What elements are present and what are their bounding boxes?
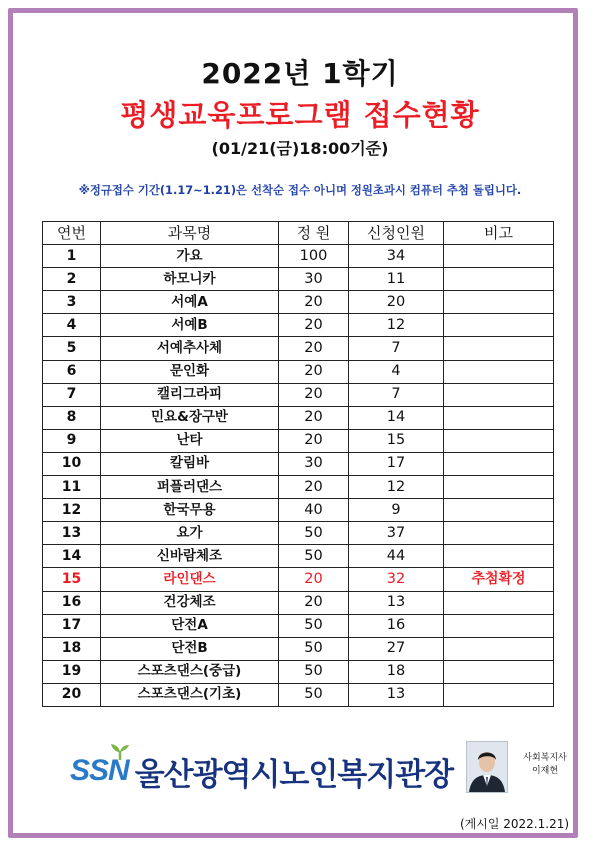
row-course: 건강체조 (101, 591, 279, 614)
row-no: 6 (43, 360, 101, 383)
row-applied: 7 (349, 383, 444, 406)
reference-date: (01/21(금)18:00기준) (211, 139, 389, 158)
row-applied: 20 (349, 291, 444, 314)
row-note (444, 245, 554, 268)
row-capacity: 20 (279, 429, 349, 452)
row-capacity: 20 (279, 314, 349, 337)
table-row (43, 406, 554, 429)
row-course: 칼림바 (101, 452, 279, 475)
row-course: 가요 (101, 245, 279, 268)
table-row (43, 245, 554, 268)
row-capacity: 20 (279, 406, 349, 429)
row-no: 20 (43, 683, 101, 706)
table-row (43, 545, 554, 568)
row-no: 5 (43, 337, 101, 360)
row-applied: 16 (349, 614, 444, 637)
signer-name: 이재현 (531, 766, 559, 776)
row-note (444, 476, 554, 499)
row-capacity: 20 (279, 337, 349, 360)
row-note (444, 499, 554, 522)
program-title: 평생교육프로그램 접수현황 (120, 98, 480, 132)
row-note (444, 291, 554, 314)
header-capacity: 정 원 (279, 222, 349, 245)
registration-table (42, 221, 554, 707)
row-applied: 34 (349, 245, 444, 268)
row-capacity: 20 (279, 360, 349, 383)
row-capacity: 50 (279, 683, 349, 706)
row-applied: 18 (349, 660, 444, 683)
row-note (444, 545, 554, 568)
row-capacity: 20 (279, 383, 349, 406)
row-applied: 4 (349, 360, 444, 383)
person-photo-icon (466, 741, 508, 793)
row-capacity: 100 (279, 245, 349, 268)
row-note (444, 360, 554, 383)
row-capacity: 20 (279, 591, 349, 614)
table-row (43, 522, 554, 545)
table-row (43, 637, 554, 660)
table-row (43, 383, 554, 406)
posted-date: (게시일 2022.1.21) (460, 817, 570, 831)
row-no: 17 (43, 614, 101, 637)
org-name: 울산광역시노인복지관장 (134, 756, 454, 793)
row-no: 10 (43, 452, 101, 475)
table-row (43, 337, 554, 360)
row-applied: 7 (349, 337, 444, 360)
row-course: 요가 (101, 522, 279, 545)
row-note (444, 452, 554, 475)
row-capacity: 30 (279, 452, 349, 475)
row-no: 8 (43, 406, 101, 429)
row-note (444, 660, 554, 683)
table-row (43, 568, 554, 591)
row-no: 19 (43, 660, 101, 683)
row-course: 서예A (101, 291, 279, 314)
row-applied: 15 (349, 429, 444, 452)
table-row (43, 683, 554, 706)
table-row (43, 614, 554, 637)
logo-text: SSN (70, 754, 129, 787)
row-no: 16 (43, 591, 101, 614)
row-note (444, 522, 554, 545)
table-row (43, 476, 554, 499)
row-course: 캘리그라피 (101, 383, 279, 406)
row-no: 9 (43, 429, 101, 452)
table-row (43, 268, 554, 291)
row-no: 2 (43, 268, 101, 291)
row-applied: 17 (349, 452, 444, 475)
row-capacity: 30 (279, 268, 349, 291)
footer-org (70, 746, 453, 796)
row-capacity: 50 (279, 614, 349, 637)
row-applied: 12 (349, 476, 444, 499)
header-course: 과목명 (101, 222, 279, 245)
row-note (444, 637, 554, 660)
row-note (444, 314, 554, 337)
row-applied: 27 (349, 637, 444, 660)
row-capacity: 50 (279, 545, 349, 568)
semester-title: 2022년 1학기 (201, 57, 399, 90)
row-course: 난타 (101, 429, 279, 452)
row-no: 7 (43, 383, 101, 406)
table-row (43, 591, 554, 614)
row-applied: 11 (349, 268, 444, 291)
row-note: 추첨확정 (444, 568, 554, 591)
table-header-row (43, 222, 554, 245)
table-row (43, 314, 554, 337)
row-no: 14 (43, 545, 101, 568)
row-note (444, 683, 554, 706)
row-no: 4 (43, 314, 101, 337)
row-no: 18 (43, 637, 101, 660)
row-course: 스포츠댄스(중급) (101, 660, 279, 683)
row-note (444, 337, 554, 360)
header-applied: 신청인원 (349, 222, 444, 245)
row-course: 단전B (101, 637, 279, 660)
row-note (444, 614, 554, 637)
row-applied: 32 (349, 568, 444, 591)
row-course: 스포츠댄스(기초) (101, 683, 279, 706)
row-no: 15 (43, 568, 101, 591)
row-applied: 13 (349, 591, 444, 614)
table-row (43, 291, 554, 314)
signer-title: 사회복지사 (523, 753, 567, 763)
row-capacity: 50 (279, 660, 349, 683)
row-applied: 12 (349, 314, 444, 337)
row-capacity: 50 (279, 637, 349, 660)
row-note (444, 591, 554, 614)
header-no: 연번 (43, 222, 101, 245)
table-row (43, 499, 554, 522)
row-course: 하모니카 (101, 268, 279, 291)
row-course: 신바람체조 (101, 545, 279, 568)
row-course: 라인댄스 (101, 568, 279, 591)
row-no: 1 (43, 245, 101, 268)
signer-block (510, 752, 580, 778)
row-note (444, 429, 554, 452)
row-note (444, 383, 554, 406)
row-no: 12 (43, 499, 101, 522)
row-no: 13 (43, 522, 101, 545)
row-applied: 9 (349, 499, 444, 522)
row-note (444, 406, 554, 429)
sprout-icon (110, 744, 130, 760)
row-applied: 44 (349, 545, 444, 568)
row-course: 민요&장구반 (101, 406, 279, 429)
row-course: 서예추사체 (101, 337, 279, 360)
row-capacity: 20 (279, 476, 349, 499)
row-capacity: 20 (279, 568, 349, 591)
row-capacity: 40 (279, 499, 349, 522)
row-course: 한국무용 (101, 499, 279, 522)
row-applied: 14 (349, 406, 444, 429)
row-course: 단전A (101, 614, 279, 637)
row-capacity: 50 (279, 522, 349, 545)
table-row (43, 660, 554, 683)
row-course: 서예B (101, 314, 279, 337)
row-course: 문인화 (101, 360, 279, 383)
row-no: 3 (43, 291, 101, 314)
lottery-notice: ※정규접수 기간(1.17~1.21)은 선착순 접수 아니며 정원초과시 컴퓨터 추첨 돌립니다. (78, 183, 522, 197)
table-row (43, 452, 554, 475)
table-row (43, 429, 554, 452)
row-capacity: 20 (279, 291, 349, 314)
row-no: 11 (43, 476, 101, 499)
row-applied: 13 (349, 683, 444, 706)
ssn-logo (70, 754, 129, 788)
header-note: 비고 (444, 222, 554, 245)
row-applied: 37 (349, 522, 444, 545)
row-course: 퍼플러댄스 (101, 476, 279, 499)
row-note (444, 268, 554, 291)
table-row (43, 360, 554, 383)
